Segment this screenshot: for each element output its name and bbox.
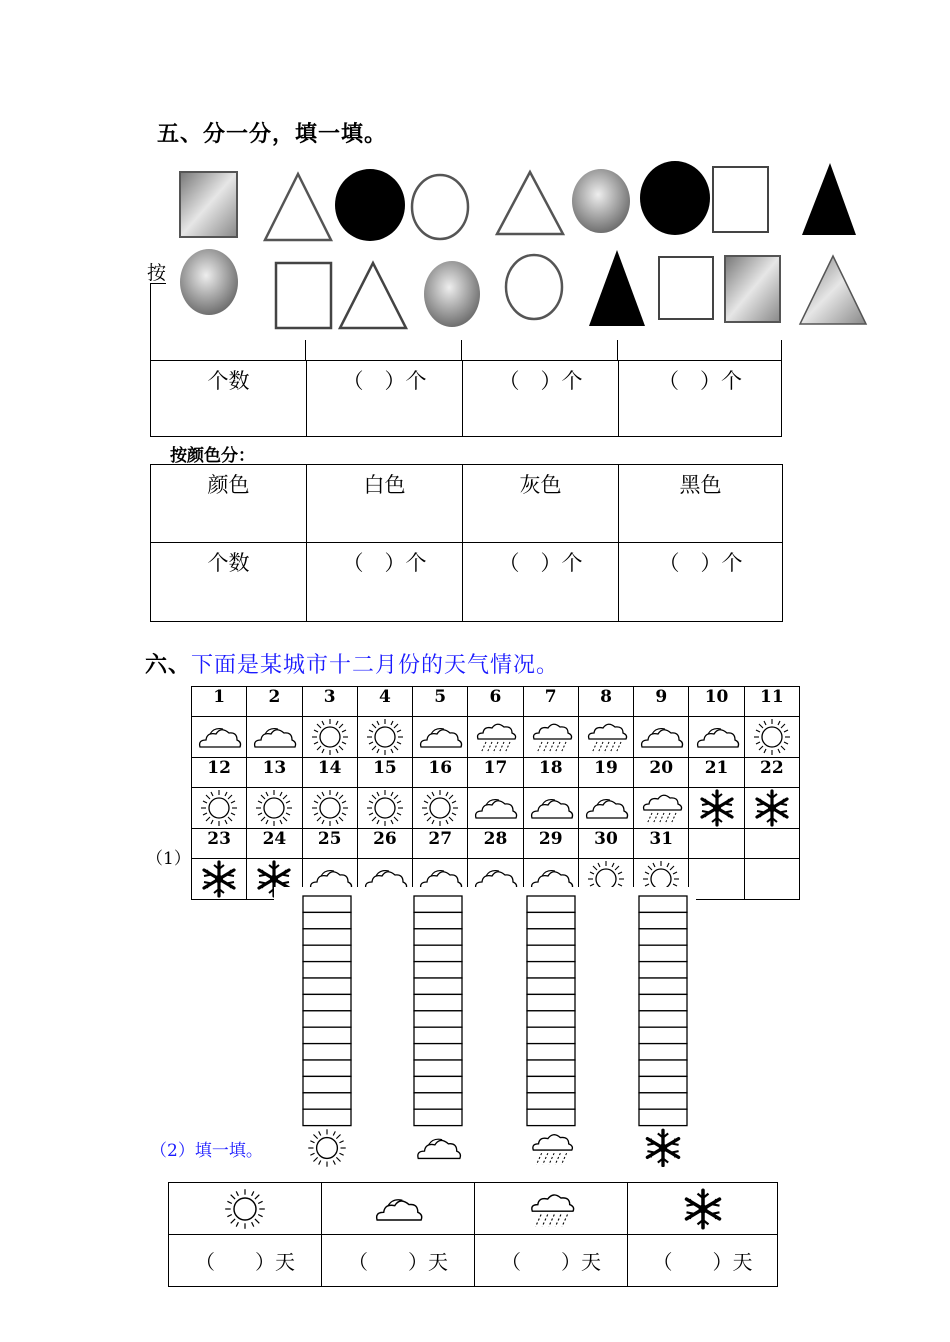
bar-box	[527, 896, 575, 912]
calendar-day-weather	[578, 717, 633, 758]
bar-box	[303, 1027, 351, 1043]
sun-icon	[304, 717, 356, 757]
calendar-day-number: 3	[302, 687, 357, 717]
snow-icon	[675, 1187, 731, 1231]
calendar-day-number: 30	[578, 829, 633, 859]
calendar-day-weather	[468, 788, 523, 829]
calendar-day-weather	[523, 788, 578, 829]
white-circle-shape	[506, 255, 562, 319]
sun-icon	[193, 788, 245, 828]
bar-box	[527, 994, 575, 1010]
calendar-empty-cell	[744, 829, 799, 859]
calendar-day-weather	[689, 788, 744, 829]
bar-box	[527, 1027, 575, 1043]
count-row-label: 个数	[207, 369, 250, 393]
calendar-day-weather	[744, 788, 799, 829]
bar-box	[303, 1044, 351, 1060]
bar-box	[303, 929, 351, 945]
calendar-day-number: 24	[247, 829, 302, 859]
calendar-day-number: 14	[302, 758, 357, 788]
white-triangle-shape	[265, 174, 331, 240]
bar-box	[527, 945, 575, 961]
bar-box	[527, 1044, 575, 1060]
bar-box	[303, 962, 351, 978]
bar-box	[639, 1093, 687, 1109]
cloud-icon	[469, 788, 521, 828]
gray-triangle-shape	[800, 256, 866, 324]
snow-icon	[647, 1130, 678, 1165]
shapes-area	[150, 160, 880, 340]
calendar-day-number: 1	[192, 687, 247, 717]
sun-icon	[746, 717, 798, 757]
black-circle-shape	[640, 161, 710, 235]
calendar-day-weather	[413, 717, 468, 758]
black-circle-shape	[335, 169, 405, 241]
rain-icon	[523, 1187, 579, 1231]
calendar-day-number: 7	[523, 687, 578, 717]
bar-box	[639, 994, 687, 1010]
calendar-day-weather	[247, 717, 302, 758]
bracket-line	[150, 283, 166, 362]
cloud-icon	[580, 788, 632, 828]
bar-box	[639, 978, 687, 994]
bar-box	[639, 896, 687, 912]
calendar-day-number: 31	[634, 829, 689, 859]
calendar-day-number: 6	[468, 687, 523, 717]
bar-box	[639, 945, 687, 961]
rain-header-cell	[475, 1183, 628, 1235]
bar-box	[303, 1093, 351, 1109]
part1-label: （1）	[146, 849, 191, 869]
bar-box	[303, 896, 351, 912]
calendar-day-number: 11	[744, 687, 799, 717]
bar-box	[639, 1076, 687, 1092]
bar-box	[303, 978, 351, 994]
calendar-day-number: 27	[413, 829, 468, 859]
bar-box	[303, 912, 351, 928]
bar-box	[414, 1060, 462, 1076]
bar-box	[414, 962, 462, 978]
bar-box	[414, 1093, 462, 1109]
calendar-day-weather	[302, 717, 357, 758]
bar-box	[414, 1027, 462, 1043]
calendar-day-number: 4	[357, 687, 412, 717]
calendar-day-number: 17	[468, 758, 523, 788]
bar-box	[527, 962, 575, 978]
bar-box	[639, 1027, 687, 1043]
bar-box	[414, 978, 462, 994]
shape-count-table	[150, 360, 782, 437]
bar-column[interactable]	[639, 896, 687, 1126]
calendar-day-number: 13	[247, 758, 302, 788]
cloud-icon	[691, 717, 743, 757]
white-circle-shape	[412, 175, 468, 239]
white-square-shape	[659, 257, 713, 319]
gray-circle-shape	[180, 249, 238, 315]
calendar-day-weather	[689, 717, 744, 758]
bar-box	[527, 929, 575, 945]
calendar-day-weather	[357, 788, 412, 829]
shape-count-blank[interactable]: （ ）个	[342, 369, 427, 393]
calendar-day-number: 25	[302, 829, 357, 859]
rain-days-blank[interactable]: （ ）天	[501, 1250, 601, 1274]
bar-box	[527, 912, 575, 928]
snow-icon	[691, 788, 743, 828]
color-white-label: 白色	[363, 473, 406, 497]
sun-icon	[414, 788, 466, 828]
bar-box	[527, 978, 575, 994]
calendar-day-weather	[192, 859, 247, 900]
bar-box	[639, 929, 687, 945]
calendar-day-weather	[247, 788, 302, 829]
gray-circle-shape	[572, 169, 630, 233]
sun-icon	[359, 788, 411, 828]
rain-icon	[635, 788, 687, 828]
snow-header-cell	[628, 1183, 778, 1235]
bar-box	[639, 912, 687, 928]
calendar-day-weather	[523, 717, 578, 758]
by-color-label: 按颜色分：	[170, 446, 255, 466]
cloud-header-cell	[322, 1183, 475, 1235]
section6-heading: 下面是某城市十二月份的天气情况。	[191, 653, 560, 678]
cloud-icon	[193, 717, 245, 757]
bar-box	[639, 1060, 687, 1076]
bar-box	[414, 1076, 462, 1092]
bar-column[interactable]	[527, 896, 575, 1126]
bar-box	[527, 1076, 575, 1092]
bar-box	[303, 994, 351, 1010]
rain-icon	[525, 717, 577, 757]
section6-number: 六、	[145, 653, 192, 678]
calendar-day-number: 29	[523, 829, 578, 859]
bar-column[interactable]	[303, 896, 351, 1126]
calendar-day-number: 15	[357, 758, 412, 788]
calendar-day-number: 16	[413, 758, 468, 788]
calendar-day-number: 10	[689, 687, 744, 717]
cloud-icon	[525, 788, 577, 828]
white-square-shape	[713, 167, 768, 232]
calendar-day-number: 20	[634, 758, 689, 788]
bar-box	[414, 945, 462, 961]
calendar-day-weather	[634, 788, 689, 829]
calendar-day-weather	[744, 717, 799, 758]
bar-box	[414, 1044, 462, 1060]
calendar-day-weather	[357, 717, 412, 758]
calendar-day-weather	[634, 717, 689, 758]
calendar-day-weather	[302, 788, 357, 829]
black-triangle-shape	[589, 250, 645, 326]
part2-label: （2）填一填。	[150, 1141, 263, 1161]
calendar-day-number: 9	[634, 687, 689, 717]
rain-icon	[533, 1135, 573, 1165]
cloud-days-blank[interactable]: （ ）天	[348, 1250, 448, 1274]
bar-box	[303, 1109, 351, 1125]
bar-box	[414, 912, 462, 928]
color-count-blank[interactable]: （ ）个	[498, 551, 583, 575]
calendar-day-weather	[192, 717, 247, 758]
color-gray-label: 灰色	[519, 473, 562, 497]
calendar-day-number: 2	[247, 687, 302, 717]
sun-icon	[304, 788, 356, 828]
gray-square-shape	[180, 172, 237, 237]
bar-box	[303, 1076, 351, 1092]
calendar-day-weather	[468, 717, 523, 758]
shape-count-blank[interactable]: （ ）个	[498, 369, 583, 393]
calendar-day-number: 23	[192, 829, 247, 859]
cloud-icon	[370, 1187, 426, 1231]
calendar-day-number: 28	[468, 829, 523, 859]
white-triangle-shape	[497, 172, 563, 234]
color-count-blank[interactable]: （ ）个	[342, 551, 427, 575]
bar-box	[414, 929, 462, 945]
bar-box	[639, 962, 687, 978]
calendar-day-weather	[578, 788, 633, 829]
bar-box	[414, 1011, 462, 1027]
black-triangle-shape	[802, 163, 856, 235]
bar-box	[303, 1011, 351, 1027]
cloud-icon	[248, 717, 300, 757]
weather-fill-table	[168, 1182, 778, 1287]
sun-icon	[248, 788, 300, 828]
bar-chart-panel	[274, 887, 696, 1167]
calendar-day-number: 18	[523, 758, 578, 788]
bar-box	[303, 945, 351, 961]
bar-box	[527, 1060, 575, 1076]
sun-header-cell	[169, 1183, 322, 1235]
color-black-label: 黑色	[679, 473, 722, 497]
calendar-day-weather	[192, 788, 247, 829]
sun-icon	[359, 717, 411, 757]
bar-box	[414, 1109, 462, 1125]
snow-icon	[193, 859, 245, 899]
bar-box	[527, 1109, 575, 1125]
snow-icon	[746, 788, 798, 828]
bar-box	[414, 896, 462, 912]
sun-icon	[217, 1187, 273, 1231]
color-header-label: 颜色	[207, 473, 250, 497]
cloud-icon	[418, 1139, 461, 1158]
calendar-day-number: 26	[357, 829, 412, 859]
snow-days-blank[interactable]: （ ）天	[652, 1250, 753, 1274]
bar-box	[527, 1011, 575, 1027]
calendar-empty-cell	[689, 829, 744, 859]
white-square-shape	[276, 263, 331, 328]
sun-icon	[308, 1129, 345, 1166]
color-count-blank[interactable]: （ ）个	[658, 551, 743, 575]
calendar-day-number: 19	[578, 758, 633, 788]
calendar-day-number: 5	[413, 687, 468, 717]
cloud-icon	[635, 717, 687, 757]
rain-icon	[580, 717, 632, 757]
bar-column[interactable]	[414, 896, 462, 1126]
bar-box	[639, 1109, 687, 1125]
cloud-icon	[414, 717, 466, 757]
shape-count-blank[interactable]: （ ）个	[658, 369, 742, 393]
calendar-empty-cell	[744, 859, 799, 900]
section6-title	[145, 648, 559, 679]
color-count-table	[150, 464, 783, 622]
section5-title: 五、分一分，填一填。	[157, 122, 388, 147]
by-shape-label: 按	[147, 262, 167, 284]
calendar-day-number: 21	[689, 758, 744, 788]
bar-box	[303, 1060, 351, 1076]
count-row-label: 个数	[207, 551, 250, 575]
calendar-empty-cell	[689, 859, 744, 900]
rain-icon	[469, 717, 521, 757]
weather-calendar	[191, 686, 800, 900]
bar-box	[414, 994, 462, 1010]
sun-days-blank[interactable]: （ ）天	[195, 1250, 295, 1274]
bar-box	[639, 1011, 687, 1027]
calendar-day-number: 8	[578, 687, 633, 717]
bar-box	[527, 1093, 575, 1109]
gray-circle-shape	[424, 261, 480, 327]
bar-box	[639, 1044, 687, 1060]
calendar-day-number: 22	[744, 758, 799, 788]
calendar-day-weather	[413, 788, 468, 829]
calendar-day-number: 12	[192, 758, 247, 788]
white-triangle-shape	[340, 263, 406, 328]
gray-square-shape	[725, 256, 780, 322]
